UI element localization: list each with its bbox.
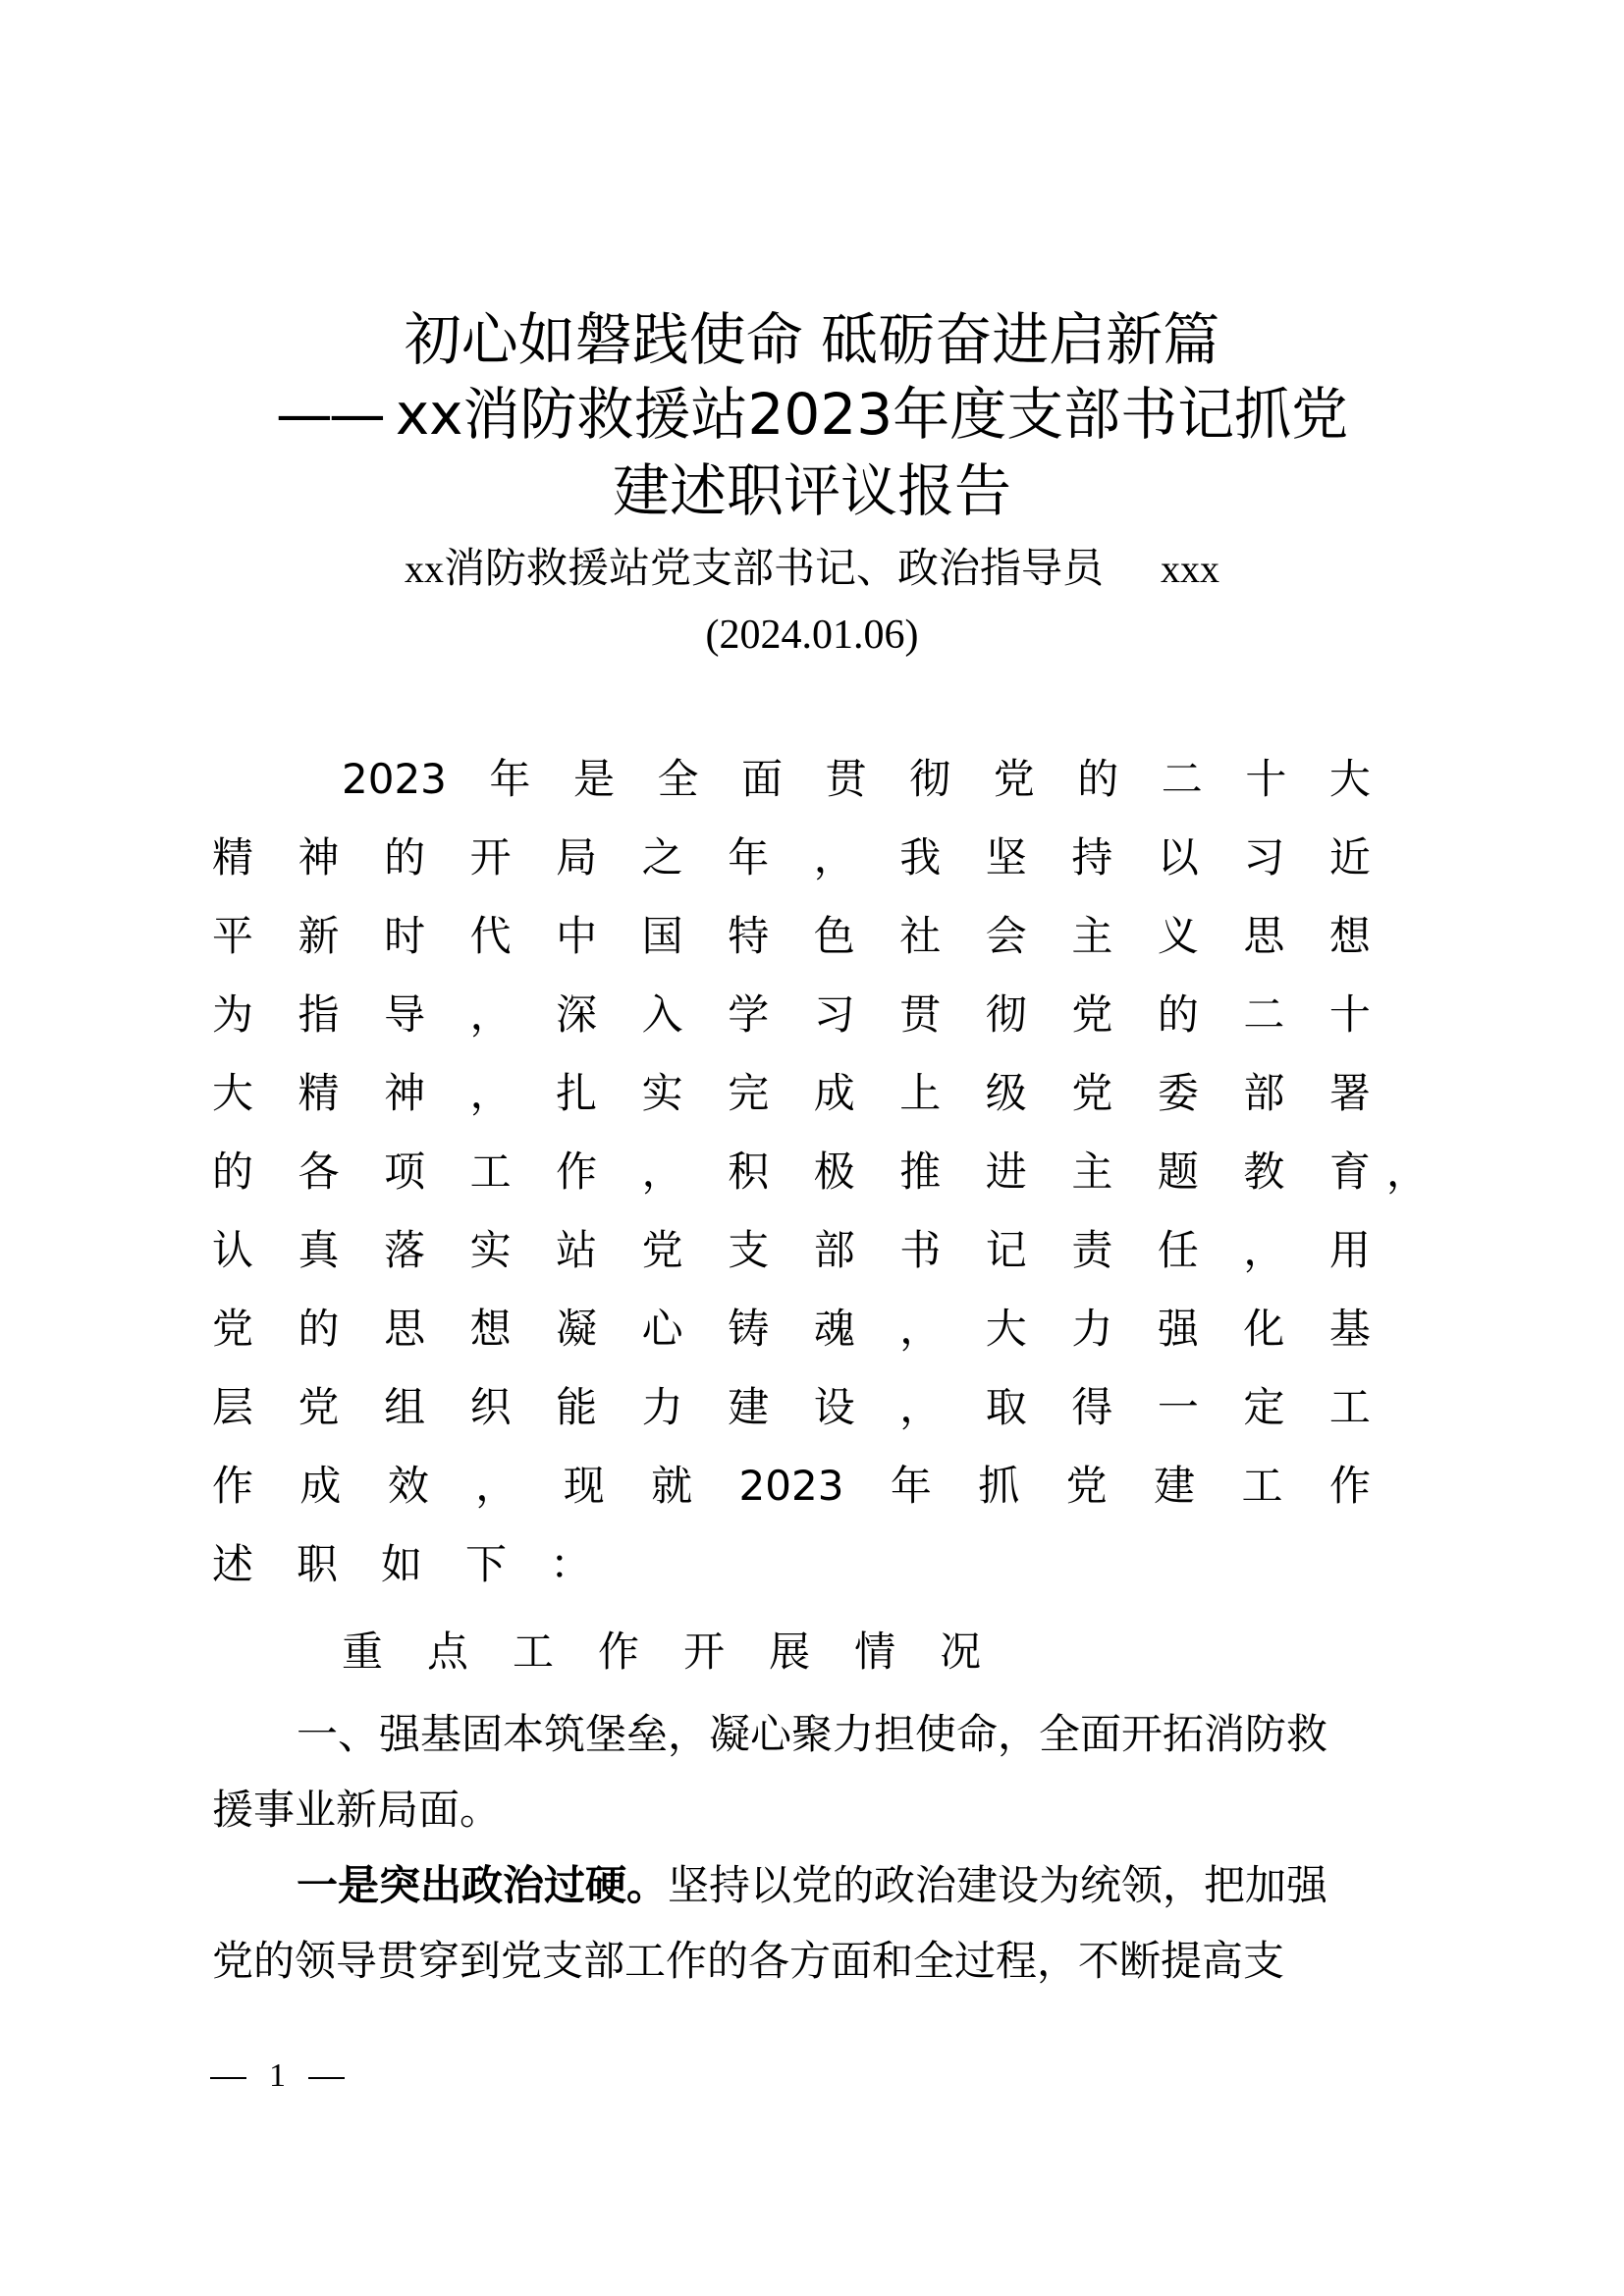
intro-char: ， [1243,1226,1285,1274]
point-one-line-2: 党的领导贯穿到党支部工作的各方面和全过程，不断提高支 [212,1937,1285,1985]
footer-dash-right [308,2077,345,2079]
intro-char: 新 [298,912,340,960]
section-heading-char: 情 [854,1628,896,1676]
intro-char: 入 [641,990,683,1039]
intro-char: 认 [212,1226,254,1274]
intro-char: 取 [985,1383,1027,1431]
intro-char: 强 [1157,1305,1199,1353]
intro-char: 各 [298,1148,340,1196]
intro-char: 实 [641,1069,683,1117]
intro-char: 记 [985,1226,1027,1274]
intro-char: 贯 [899,990,942,1039]
title-dash: —— [275,381,382,448]
intro-char: 委 [1157,1069,1199,1117]
intro-char: 定 [1243,1383,1285,1431]
intro-char: 进 [985,1148,1027,1196]
intro-char: 的 [298,1305,340,1353]
intro-char: 成 [299,1462,342,1510]
intro-char: 义 [1157,912,1199,960]
intro-char: 级 [985,1069,1027,1117]
intro-char: 年 [489,755,531,803]
intro-char: 作 [212,1462,254,1510]
intro-char: 建 [1154,1462,1196,1510]
section-heading-char: 作 [598,1628,640,1676]
intro-char: 年 [728,833,770,881]
intro-char: 主 [1071,1148,1113,1196]
intro-char: 二 [1243,990,1285,1039]
title-line-3: 建述职评议报告 [612,457,1011,524]
intro-line [212,976,1371,1054]
intro-char: 积 [728,1148,770,1196]
intro-char: 工 [1328,1383,1371,1431]
intro-char: 得 [1071,1383,1113,1431]
intro-char: 能 [556,1383,598,1431]
intro-char: 建 [728,1383,770,1431]
intro-char: 的 [212,1148,254,1196]
intro-char: ， [469,1069,512,1117]
intro-char: ， [899,1305,942,1353]
intro-char: 部 [1243,1069,1285,1117]
intro-char: 神 [298,833,340,881]
intro-char: 心 [641,1305,683,1353]
intro-char: 铸 [728,1305,770,1353]
intro-char: 站 [556,1226,598,1274]
intro-line [212,897,1371,976]
intro-char: 党 [1071,1069,1113,1117]
intro-char: 基 [1328,1305,1371,1353]
section-heading-char: 开 [683,1628,726,1676]
intro-char: 为 [212,990,254,1039]
intro-char: 国 [641,912,683,960]
title-text-a: 消防救援站 [462,381,748,448]
intro-char: 效 [387,1462,429,1510]
intro-char: 设 [813,1383,855,1431]
intro-char: 想 [1328,912,1371,960]
section-one-heading-line-2: 援事业新局面。 [212,1786,502,1834]
intro-char: 代 [469,912,512,960]
intro-char: 一 [1157,1383,1199,1431]
intro-char: 面 [741,755,784,803]
intro-char: 教 [1243,1148,1285,1196]
intro-char: 层 [212,1383,254,1431]
intro-char: 色 [813,912,855,960]
intro-char: 真 [298,1226,340,1274]
intro-char: 2023 [342,755,447,803]
point-one-line-1 [212,1847,1412,1923]
page-footer [210,2056,345,2096]
intro-char: 作 [556,1148,598,1196]
intro-char: 完 [728,1069,770,1117]
intro-line [342,740,1371,819]
intro-char: 是 [572,755,615,803]
intro-char: 极 [813,1148,855,1196]
intro-char: 以 [1157,833,1199,881]
intro-char: 开 [469,833,512,881]
intro-char: 部 [813,1226,855,1274]
intro-char: 组 [384,1383,426,1431]
intro-char: 力 [1071,1305,1113,1353]
intro-char: ， [641,1148,683,1196]
intro-char: 会 [985,912,1027,960]
section-heading-char: 工 [513,1628,555,1676]
intro-char: 书 [899,1226,942,1274]
intro-char: 责 [1071,1226,1113,1274]
intro-char: 中 [556,912,598,960]
intro-char: 推 [899,1148,942,1196]
author-org: 消防救援站党支部书记、政治指导员 [443,544,1104,592]
intro-char: 党 [1065,1462,1108,1510]
intro-char: 的 [384,833,426,881]
intro-char: 现 [563,1462,605,1510]
intro-char: 的 [1077,755,1119,803]
intro-char: 大 [985,1305,1027,1353]
intro-char: 织 [469,1383,512,1431]
intro-char: 思 [384,1305,426,1353]
title-line-2 [0,377,1624,452]
intro-char: 上 [899,1069,942,1117]
title-line-1: 初心如磐践使命 砥砺奋进启新篇 [404,306,1220,373]
intro-char: 党 [993,755,1035,803]
intro-char: 作 [1328,1462,1371,1510]
intro-char: 导 [384,990,426,1039]
intro-char: 大 [212,1069,254,1117]
intro-char: 扎 [556,1069,598,1117]
intro-line [212,1211,1371,1290]
intro-char: ， [469,990,512,1039]
intro-line [212,1133,1428,1211]
intro-char: 党 [212,1305,254,1353]
intro-char: 指 [298,990,340,1039]
intro-line [212,1447,1371,1525]
section-heading [342,1618,1025,1686]
intro-char: 工 [1241,1462,1283,1510]
author-org-prefix: xx [404,547,444,591]
footer-dash-left [210,2077,246,2079]
intro-char: 我 [899,833,942,881]
intro-char: 题 [1157,1148,1199,1196]
intro-line [212,1525,1371,1604]
intro-char: 落 [384,1226,426,1274]
intro-char: 述 [212,1540,254,1588]
intro-char: 彻 [985,990,1027,1039]
intro-char: 用 [1328,1226,1371,1274]
intro-char: 实 [469,1226,512,1274]
intro-char: 职 [297,1540,339,1588]
intro-char: ， [899,1383,942,1431]
intro-line [212,819,1371,897]
intro-char: 支 [728,1226,770,1274]
page-number: 1 [269,2057,286,2094]
point-one-text: 坚持以党的政治建设为统领，把加强 [668,1861,1328,1909]
intro-char: 彻 [909,755,951,803]
intro-char: 思 [1243,912,1285,960]
intro-char: 任 [1157,1226,1199,1274]
intro-char: 力 [641,1383,683,1431]
intro-char: 就 [651,1462,693,1510]
intro-char: 特 [728,912,770,960]
intro-line [212,1290,1371,1368]
intro-char: ， [475,1462,517,1510]
intro-char: 精 [212,833,254,881]
author-name: xxx [1161,547,1219,591]
intro-char: 工 [469,1148,512,1196]
intro-char: 二 [1161,755,1203,803]
intro-char: 深 [556,990,598,1039]
intro-char: ： [550,1540,592,1588]
section-heading-char: 况 [940,1628,982,1676]
intro-char: 想 [469,1305,512,1353]
intro-char: 如 [381,1540,423,1588]
section-one-heading-line-1: 一、强基固本筑堡垒，凝心聚力担使命，全面开拓消防救 [297,1710,1328,1758]
intro-char: 署 [1328,1069,1371,1117]
section-heading-char: 重 [342,1628,384,1676]
author-line [0,539,1624,599]
intro-char: 抓 [978,1462,1020,1510]
intro-char: 凝 [556,1305,598,1353]
intro-char: 2023 [738,1462,844,1510]
intro-char: 局 [556,833,598,881]
intro-char: 习 [1243,833,1285,881]
intro-char: 时 [384,912,426,960]
intro-char: 化 [1243,1305,1285,1353]
intro-char: 持 [1071,833,1113,881]
intro-line [212,1368,1371,1447]
intro-char: 坚 [985,833,1027,881]
intro-char: 魂 [813,1305,855,1353]
intro-char: 习 [813,990,855,1039]
intro-line [212,1054,1371,1133]
intro-char: 大 [1328,755,1371,803]
intro-char: 精 [298,1069,340,1117]
intro-char: 平 [212,912,254,960]
title-year: 2023 [747,381,893,448]
intro-char: 十 [1245,755,1287,803]
intro-char: 贯 [825,755,867,803]
intro-char: 项 [384,1148,426,1196]
report-date: (2024.01.06) [705,613,919,658]
title-prefix: xx [395,381,463,448]
intro-char: 党 [1071,990,1113,1039]
intro-char: 党 [298,1383,340,1431]
intro-char: 近 [1328,833,1371,881]
intro-char: 社 [899,912,942,960]
intro-char: 学 [728,990,770,1039]
intro-char: 下 [465,1540,508,1588]
intro-char: 全 [657,755,699,803]
intro-char: 之 [641,833,683,881]
intro-char: 主 [1071,912,1113,960]
intro-char: 神 [384,1069,426,1117]
intro-char: 年 [890,1462,932,1510]
intro-char: 的 [1157,990,1199,1039]
intro-char: 党 [641,1226,683,1274]
intro-char: 育 [1328,1148,1371,1196]
point-one-lead: 一是突出政治过硬。 [297,1861,669,1909]
section-heading-char: 点 [427,1628,469,1676]
section-heading-char: 展 [769,1628,811,1676]
hanging-comma: ， [1385,1148,1428,1196]
title-text-b: 年度支部书记抓党 [893,381,1349,448]
intro-char: ， [813,833,855,881]
intro-char: 成 [813,1069,855,1117]
intro-char: 十 [1328,990,1371,1039]
